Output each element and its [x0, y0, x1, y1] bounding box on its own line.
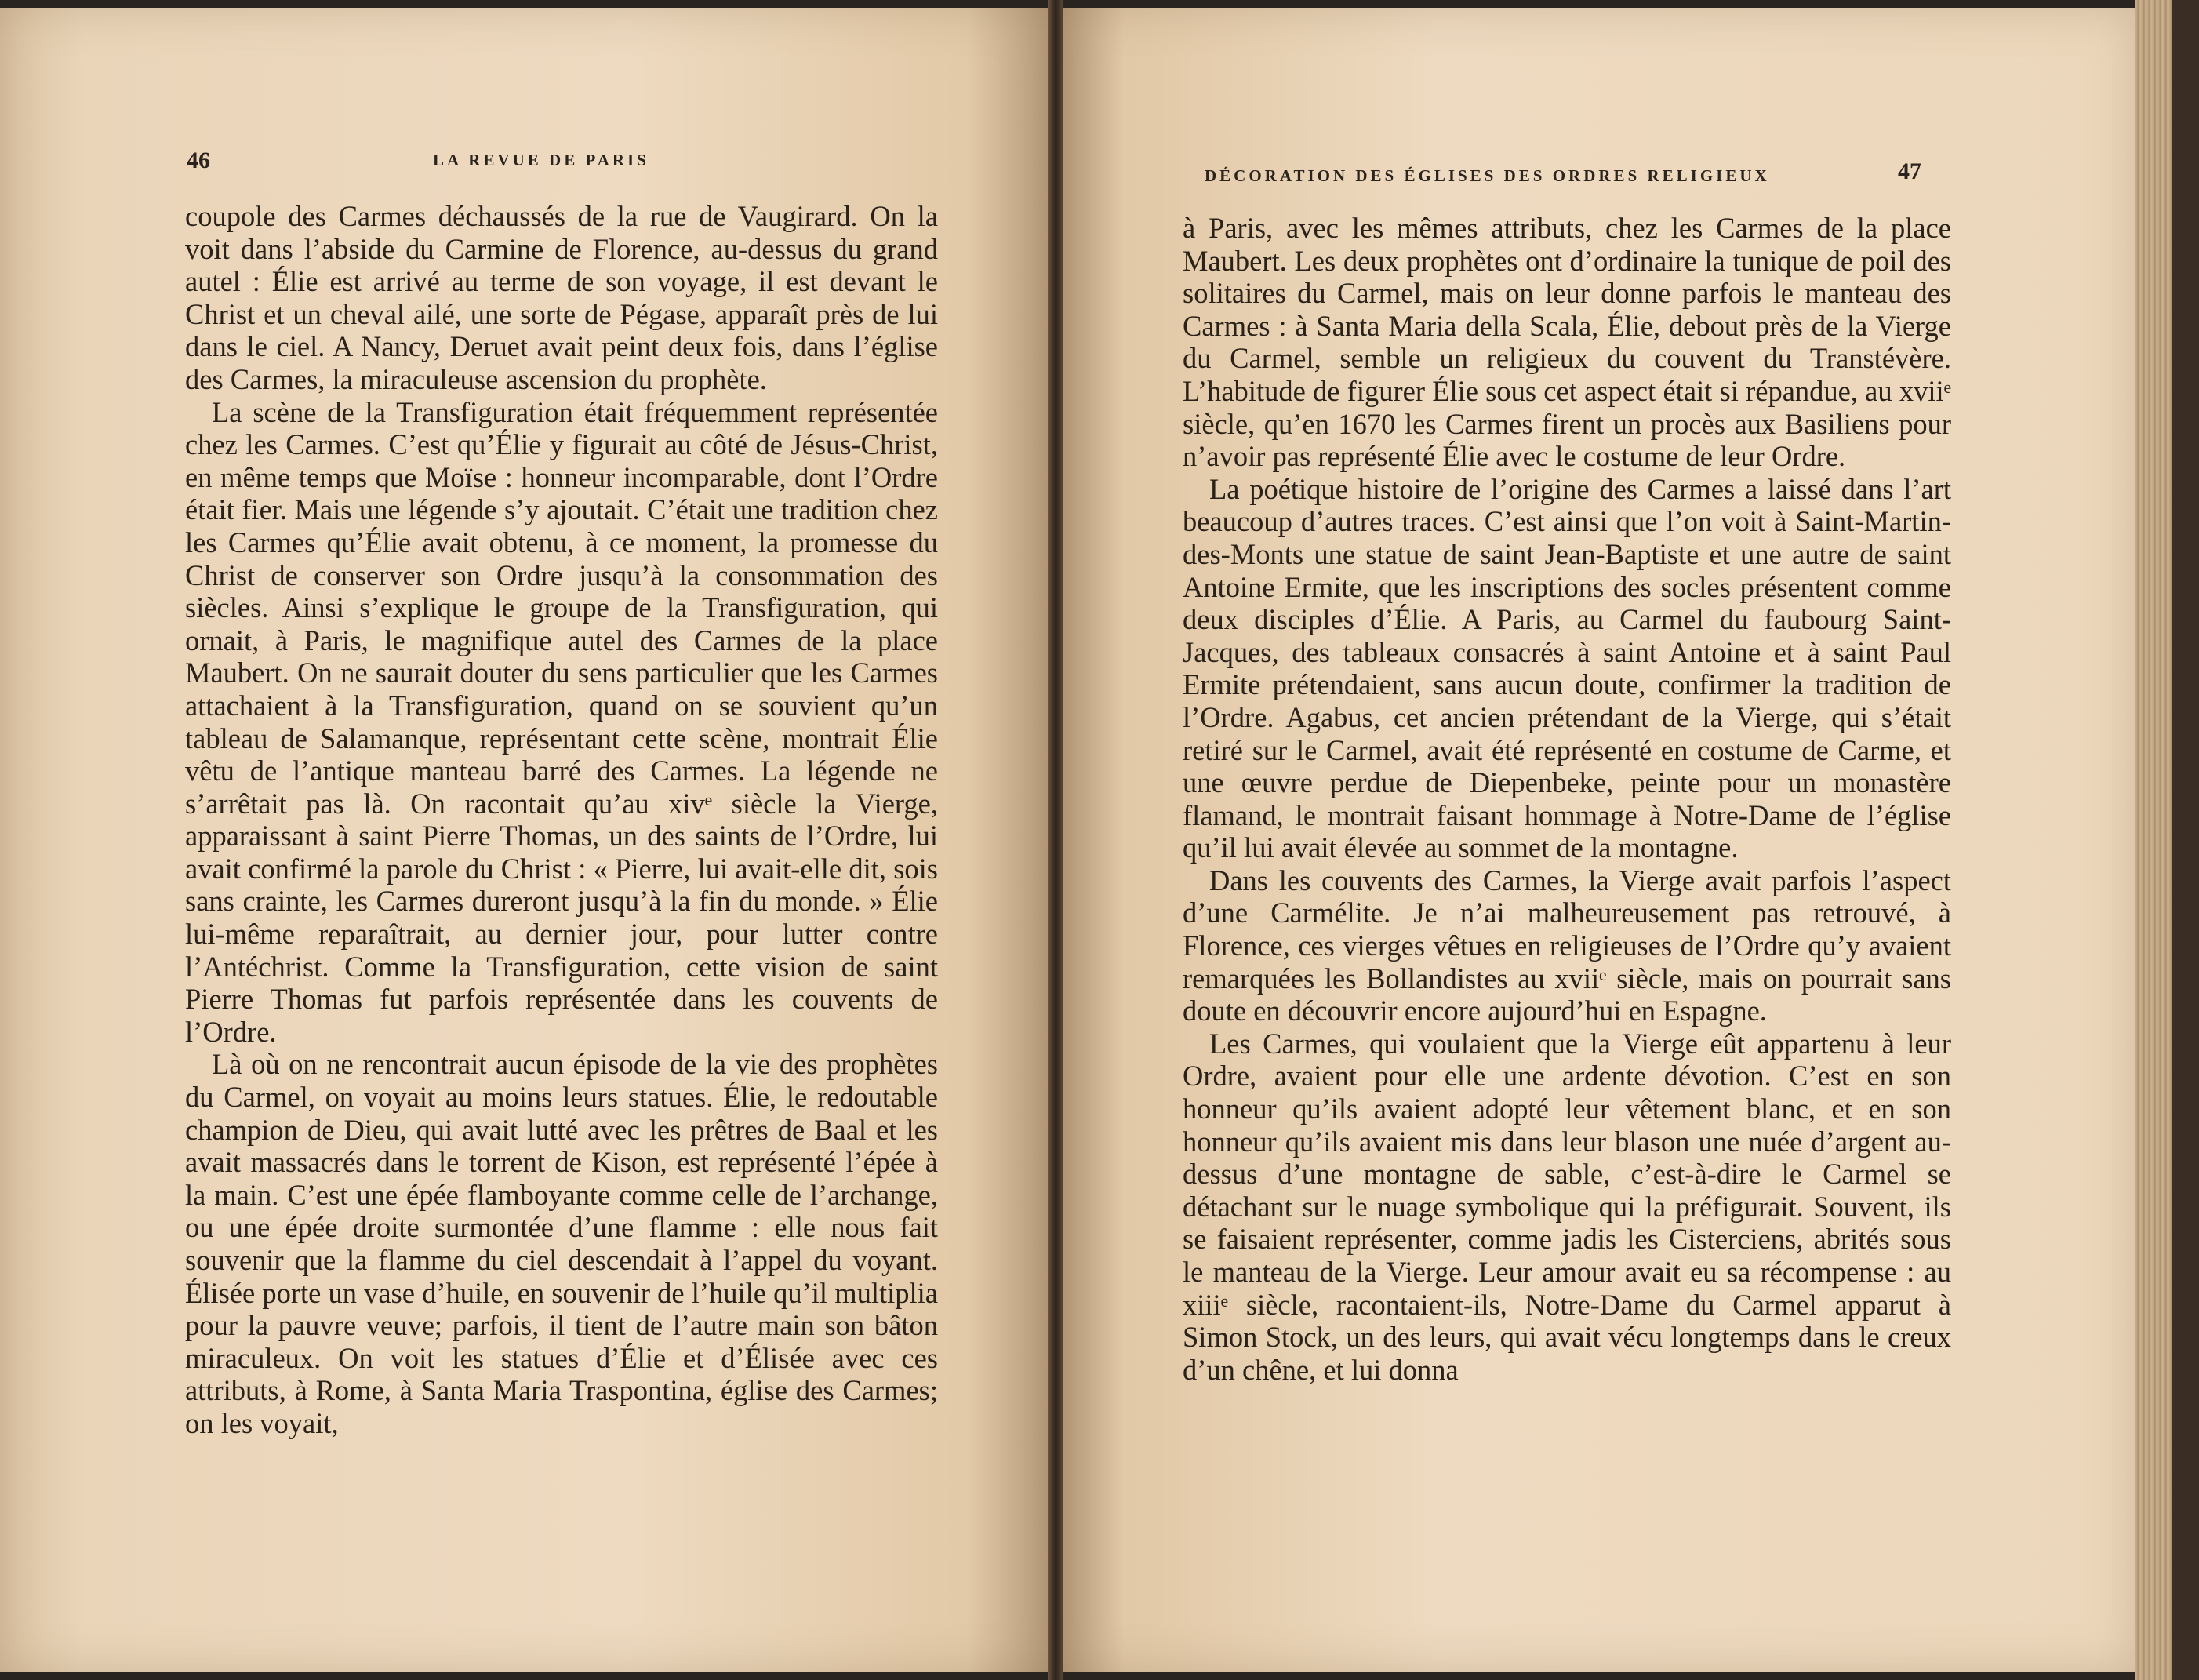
left-page-body: [185, 200, 938, 1440]
right-paragraph-3: Dans les couvents des Carmes, la Vierge avait parfois l’aspect d’une Carmélite. Je n’ai malheureusement pas retrouvé, à Florence, ces vierges vêtues en religieuses de l’Ordre qu’y avaient remarquées les Bollandistes au xviiᵉ siècle, mais on pourrait sans doute en découvrir encore aujourd’hui en Espagne.: [1183, 864, 1951, 1027]
left-paragraph-3: Là où on ne rencontrait aucun épisode de la vie des prophètes du Carmel, on voyait au moins leurs statues. Élie, le redoutable champion de Dieu, qui avait lutté avec les prêtres de Baal et les avait massacrés dans le torrent de Kison, est représenté l’épée à la main. C’est une épée flamboyante comme celle de l’archange, ou une épée droite surmontée d’une flamme : elle nous fait souvenir que la flamme du ciel descendait à l’appel du voyant. Élisée porte un vase d’huile, en souvenir de l’huile qu’il multiplia pour la pauvre veuve; parfois, il tient de l’autre main son bâton miraculeux. On voit les statues d’Élie et d’Élisée avec ces attributs, à Rome, à Santa Maria Traspontina, église des Carmes; on les voyait,: [185, 1048, 938, 1439]
left-paragraph-1: coupole des Carmes déchaussés de la rue de Vaugirard. On la voit dans l’abside du Carmine de Florence, au-dessus du grand autel : Élie est arrivé au terme de son voyage, il est devant le Christ et un cheval ailé, une sorte de Pégase, apparaît près de lui dans le ciel. A Nancy, Deruet avait peint deux fois, dans l’église des Carmes, la miraculeuse ascension du prophète.: [185, 200, 938, 395]
right-running-head: DÉCORATION DES ÉGLISES DES ORDRES RELIGIEUX: [1205, 166, 1770, 185]
left-paragraph-2: La scène de la Transfiguration était fréquemment représentée chez les Carmes. C’est qu’Élie y figurait au côté de Jésus-Christ, en même temps que Moïse : honneur incomparable, dont l’Ordre était fier. Mais une légende s’y ajoutait. C’était une tradition chez les Carmes qu’Élie avait obtenu, à ce moment, la promesse du Christ de conserver son Ordre jusqu’à la consommation des siècles. Ainsi s’explique le groupe de la Transfiguration, qui ornait, à Paris, le magnifique autel des Carmes de la place Maubert. On ne saurait douter du sens particulier que les Carmes attachaient à la Transfiguration, quand on se souvient qu’un tableau de Salamanque, représentant cette scène, montrait Élie vêtu de l’antique manteau barré des Carmes. La légende ne s’arrêtait pas là. On racontait qu’au xivᵉ siècle la Vierge, apparaissant à saint Pierre Thomas, un des saints de l’Ordre, lui avait confirmé la parole du Christ : « Pierre, lui avait-elle dit, sois sans crainte, les Carmes dureront jusqu’à la fin du monde. » Élie lui-même reparaîtrait, au dernier jour, pour lutter contre l’Antéchrist. Comme la Transfiguration, cette vision de saint Pierre Thomas fut parfois représentée dans les couvents de l’Ordre.: [185, 395, 938, 1048]
right-page-body: [1183, 212, 1951, 1386]
right-paragraph-1: à Paris, avec les mêmes attributs, chez les Carmes de la place Maubert. Les deux prophètes ont d’ordinaire la tunique de poil des solitaires du Carmel, mais on leur donne parfois le manteau des Carmes : à Santa Maria della Scala, Élie, debout près de la Vierge du Carmel, semble un religieux du couvent du Transtévère. L’habitude de figurer Élie sous cet aspect était si répandue, au xviiᵉ siècle, qu’en 1670 les Carmes firent un procès aux Basiliens pour n’avoir pas représenté Élie avec le costume de leur Ordre.: [1183, 212, 1951, 473]
book-cover-edge: [2172, 0, 2199, 1680]
left-page-number: 46: [187, 147, 210, 173]
left-running-head: LA REVUE DE PARIS: [433, 151, 649, 169]
book-gutter: [1048, 0, 1063, 1680]
right-paragraph-4: Les Carmes, qui voulaient que la Vierge eût appartenu à leur Ordre, avaient pour elle une ardente dévotion. C’est en son honneur qu’ils avaient adopté leur vêtement blanc, et en son honneur qu’ils avaient mis dans leur blason une nuée d’argent au-dessus d’une montagne de sable, c’est-à-dire le Carmel se détachant sur le nuage symbolique qui la préfigurait. Souvent, ils se faisaient représenter, comme jadis les Cisterciens, abrités sous le manteau de la Vierge. Leur amour avait eu sa récompense : au xiiiᵉ siècle, racontaient-ils, Notre-Dame du Carmel apparut à Simon Stock, un des leurs, qui avait vécu longtemps dans le creux d’un chêne, et lui donna: [1183, 1027, 1951, 1386]
right-page-number: 47: [1898, 158, 1921, 184]
right-paragraph-2: La poétique histoire de l’origine des Carmes a laissé dans l’art beaucoup d’autres traces. C’est ainsi que l’on voit à Saint-Martin-des-Monts une statue de saint Jean-Baptiste et une autre de saint Antoine Ermite, que les inscriptions des socles présentent comme deux disciples d’Élie. A Paris, au Carmel du faubourg Saint-Jacques, des tableaux consacrés à saint Antoine et à saint Paul Ermite prétendaient, sans aucun doute, confirmer la tradition de l’Ordre. Agabus, cet ancien prétendant de la Vierge, qui s’était retiré sur le Carmel, avait été représenté en costume de Carme, et une œuvre perdue de Diepenbeke, peinte pour un monastère flamand, le montrait faisant hommage à Notre-Dame de l’église qu’il lui avait élevée au sommet de la montagne.: [1183, 472, 1951, 864]
